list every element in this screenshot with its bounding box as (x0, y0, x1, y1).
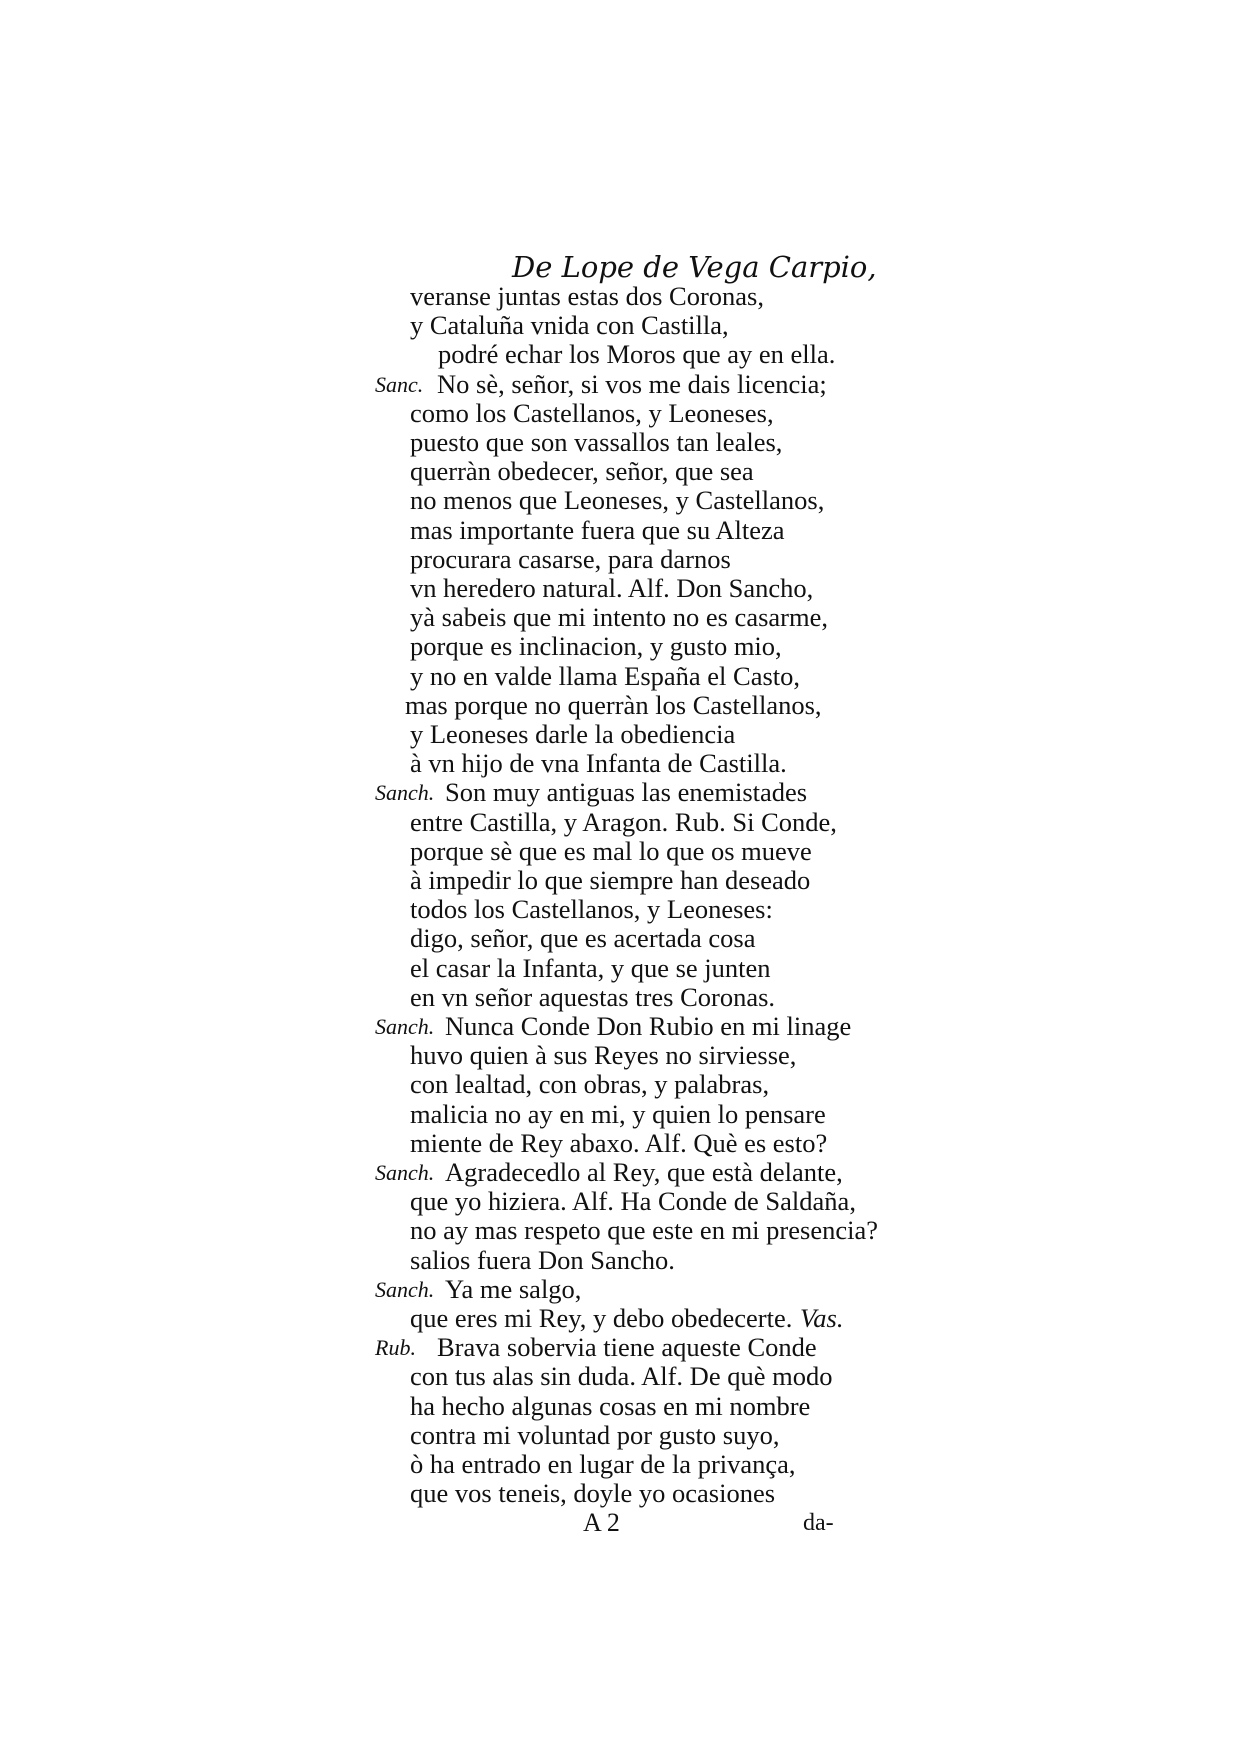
verse-text-line: mas importante fuera que su Alteza (410, 514, 785, 545)
verse-text-line: ha hecho algunas cosas en mi nombre (410, 1390, 811, 1421)
verse-text-line: entre Castilla, y Aragon. Rub. Si Conde, (410, 806, 837, 837)
verse-text-line: el casar la Infanta, y que se junten (410, 952, 771, 983)
verse-text-line: Agradecedlo al Rey, que està delante, (445, 1157, 843, 1187)
verse-text-line: ò ha entrado en lugar de la privança, (410, 1449, 796, 1479)
verse-text-line: vn heredero natural. Alf. Don Sancho, (410, 573, 814, 603)
verse-text-line: Nunca Conde Don Rubio en mi linage (445, 1011, 852, 1041)
verse-text-line: veranse juntas estas dos Coronas, (410, 281, 764, 311)
signature-mark: A 2 (583, 1508, 620, 1537)
verse-text-line: salios fuera Don Sancho. (410, 1244, 675, 1275)
verse-text-line: con lealtad, con obras, y palabras, (410, 1069, 770, 1100)
verse-text-line: como los Castellanos, y Leoneses, (410, 397, 774, 428)
verse-text-line: No sè, señor, si vos me dais licencia; (437, 368, 827, 399)
verse-text-line: contra mi voluntad por gusto suyo, (410, 1419, 780, 1450)
verse-text-line: à vn hijo de vna Infanta de Castilla. (410, 748, 787, 779)
verse-text-line: Brava sobervia tiene aqueste Conde (437, 1332, 817, 1363)
verse-text-line: todos los Castellanos, y Leoneses: (410, 894, 773, 925)
catchword: da- (803, 1510, 834, 1536)
verse-text-line: yà sabeis que mi intento no es casarme, (410, 602, 828, 633)
verse-text-line: Son muy antiguas las enemistades (445, 777, 808, 808)
verse-text-line: que yo hiziera. Alf. Ha Conde de Saldaña, (410, 1186, 856, 1217)
speaker-label: Sanch. (375, 1160, 435, 1185)
speaker-label: Sanc. (375, 371, 424, 397)
speaker-label: Sanch. (375, 780, 435, 806)
verse-text-line: que eres mi Rey, y debo obedecerte. (410, 1303, 793, 1333)
speaker-label: Rub. (375, 1335, 416, 1361)
verse-text-line: con tus alas sin duda. Alf. De què modo (410, 1361, 833, 1392)
speaker-label: Sanch. (375, 1276, 435, 1302)
verse-text-line: en vn señor aquestas tres Coronas. (410, 981, 776, 1012)
verse-text-line: digo, señor, que es acertada cosa (410, 923, 756, 954)
speaker-label: Sanch. (375, 1014, 435, 1039)
verse-text-line: podré echar los Moros que ay en ella. (438, 339, 836, 370)
verse-text-line: no menos que Leoneses, y Castellanos, (410, 485, 825, 516)
verse-text-line: que vos teneis, doyle yo ocasiones (410, 1478, 776, 1509)
stage-direction: Vas. (800, 1303, 844, 1333)
verse-text-line: mas porque no querràn los Castellanos, (405, 689, 822, 720)
verse-text-line: huvo quien à sus Reyes no sirviesse, (410, 1040, 797, 1071)
verse-text-line: malicia no ay en mi, y quien lo pensare (410, 1098, 826, 1129)
verse-text-line: à impedir lo que siempre han deseado (410, 865, 811, 895)
verse-text-line: y Leoneses darle la obediencia (410, 719, 736, 749)
verse-text-line: procurara casarse, para darnos (410, 543, 731, 574)
verse-text-line: y Cataluña vnida con Castilla, (410, 310, 729, 341)
verse-text-line: y no en valde llama España el Casto, (410, 660, 801, 691)
verse-text-line: no ay mas respeto que este en mi presencia? (410, 1215, 878, 1246)
running-title: De Lope de Vega Carpio, (512, 250, 877, 284)
verse-text-line: querràn obedecer, señor, que sea (410, 456, 754, 487)
verse-text-line: porque sè que es mal lo que os mueve (410, 835, 812, 866)
verse-text-line: porque es inclinacion, y gusto mio, (410, 631, 782, 662)
verse-text-line: miente de Rey abaxo. Alf. Què es esto? (410, 1127, 828, 1158)
verse-text-line: Ya me salgo, (445, 1273, 582, 1304)
verse-text-line: puesto que son vassallos tan leales, (410, 427, 783, 457)
